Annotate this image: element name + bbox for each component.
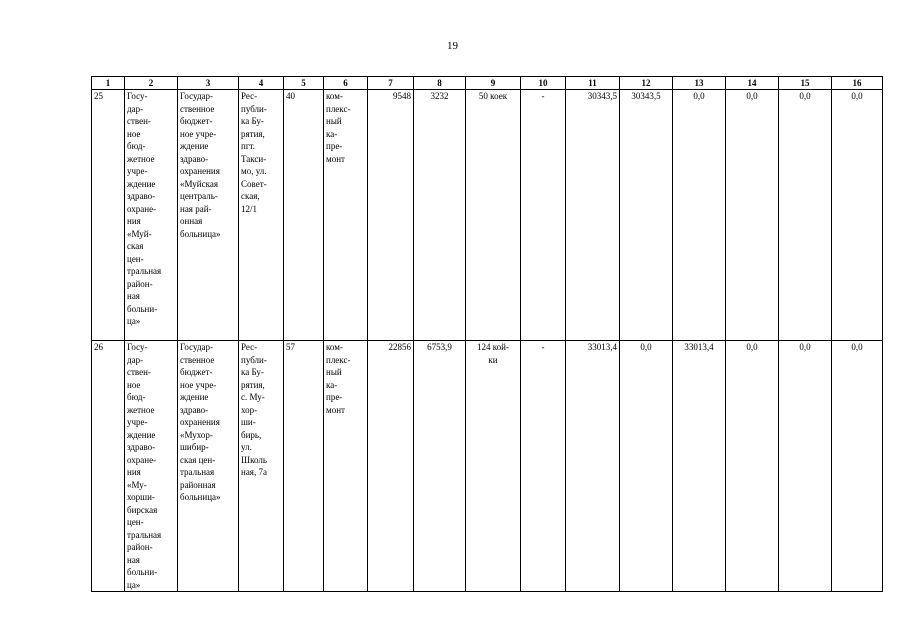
column-header: 11 [566, 77, 620, 90]
cell-col8: 3232 [414, 90, 466, 341]
cell-institution-type: Госу- дар- ствен- ное бюд- жетное учре- ждение здраво- охране- ния «Муй- ская цен- тральная район- ная больни- ца» [125, 90, 178, 341]
column-header: 3 [178, 77, 239, 90]
cell-col10: - [521, 90, 566, 341]
cell-col13: 0,0 [673, 90, 726, 341]
column-header: 4 [239, 77, 284, 90]
table-row [92, 90, 883, 341]
cell-col11: 33013,4 [566, 341, 620, 592]
cell-number: 25 [92, 90, 125, 341]
facilities-table [91, 76, 883, 592]
cell-address: Рес- публи- ка Бу- рятия, с. Му- хор- ши- бирь, ул. Школь ная, 7а [239, 341, 284, 592]
table-header-row [92, 77, 883, 90]
column-header: 6 [324, 77, 368, 90]
cell-col14: 0,0 [726, 90, 779, 341]
cell-number: 26 [92, 341, 125, 592]
cell-col16: 0,0 [832, 90, 883, 341]
column-header: 2 [125, 77, 178, 90]
column-header: 10 [521, 77, 566, 90]
column-header: 13 [673, 77, 726, 90]
cell-institution-type: Госу- дар- ствен- ное бюд- жетное учре- ждение здраво- охране- ния «Му- хорши- бирская цен- тральная район- ная больни- ца» [125, 341, 178, 592]
cell-address: Рес- публи- ка Бу- рятия, пгт. Такси- мо, ул. Совет- ская, 12/1 [239, 90, 284, 341]
cell-col7: 9548 [368, 90, 414, 341]
cell-col15: 0,0 [779, 90, 832, 341]
cell-col12: 30343,5 [620, 90, 673, 341]
cell-col10: - [521, 341, 566, 592]
cell-work-type: ком- плекс- ный ка- пре- монт [324, 341, 368, 592]
cell-institution-name: Государ- ственное бюджет- ное учре- ждение здраво- охранения «Муйская централь- ная рай- онная больница» [178, 90, 239, 341]
column-header: 9 [466, 77, 521, 90]
cell-col8: 6753,9 [414, 341, 466, 592]
column-header: 15 [779, 77, 832, 90]
cell-col14: 0,0 [726, 341, 779, 592]
cell-col5: 57 [284, 341, 324, 592]
column-header: 5 [284, 77, 324, 90]
cell-col5: 40 [284, 90, 324, 341]
cell-institution-name: Государ- ственное бюджет- ное учре- ждение здраво- охранения «Мухор- шибир- ская цен- тральная районная больница» [178, 341, 239, 592]
column-header: 8 [414, 77, 466, 90]
cell-capacity: 50 коек [466, 90, 521, 341]
page-number: 19 [447, 40, 458, 52]
table-row [92, 341, 883, 592]
cell-col15: 0,0 [779, 341, 832, 592]
cell-work-type: ком- плекс- ный ка- пре- монт [324, 90, 368, 341]
column-header: 12 [620, 77, 673, 90]
column-header: 1 [92, 77, 125, 90]
cell-col16: 0,0 [832, 341, 883, 592]
column-header: 16 [832, 77, 883, 90]
cell-col12: 0,0 [620, 341, 673, 592]
cell-col13: 33013,4 [673, 341, 726, 592]
cell-col11: 30343,5 [566, 90, 620, 341]
cell-capacity: 124 кой- ки [466, 341, 521, 592]
column-header: 14 [726, 77, 779, 90]
column-header: 7 [368, 77, 414, 90]
cell-col7: 22856 [368, 341, 414, 592]
